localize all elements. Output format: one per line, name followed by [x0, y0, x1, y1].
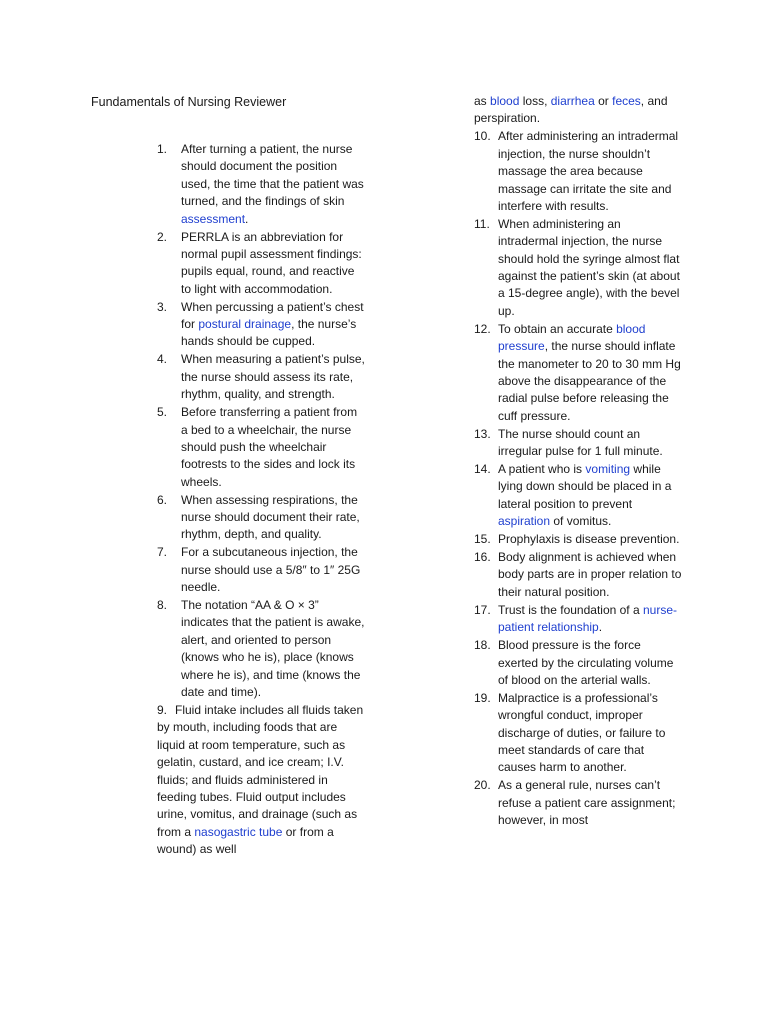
- list-item-number: 12.: [474, 321, 491, 336]
- list-item: [157, 299, 367, 351]
- list-item-text: [181, 230, 362, 296]
- list-item: [474, 128, 684, 215]
- list-item-number: 16.: [474, 550, 491, 565]
- left-column: [157, 141, 367, 859]
- list-item-text: [181, 598, 364, 699]
- text-run: After turning a patient, the nurse should document the position used, the time that the patient was turned, and the findings of skin: [181, 142, 364, 209]
- right-column: [474, 93, 684, 830]
- list-item: [157, 702, 367, 859]
- text-run: Prophylaxis is disease prevention.: [498, 532, 680, 547]
- list-item-number: 18.: [474, 638, 491, 653]
- list-item-text: [498, 427, 663, 458]
- list-item-number: 10.: [474, 129, 491, 144]
- list-item-number: 6.: [157, 492, 168, 507]
- text-run: Body alignment is achieved when body parts are in proper relation to their natural position.: [498, 550, 682, 599]
- list-item-number: 3.: [157, 299, 168, 314]
- list-item-text: [498, 778, 675, 827]
- list-item-text: [498, 217, 680, 318]
- list-item-number: 7.: [157, 545, 168, 560]
- text-run: while lying down should be placed in a lateral position to prevent: [498, 462, 672, 511]
- list-item-number: 20.: [474, 778, 491, 793]
- list-item-text: [181, 352, 365, 401]
- text-run: When administering an intradermal injection, the nurse should hold the syringe almost flat against the patient’s skin (at about a 15-degree angle), with the bevel up.: [498, 216, 680, 318]
- text-run: .: [245, 211, 249, 226]
- text-run: For a subcutaneous injection, the nurse should use a 5/8″ to 1″ 25G needle.: [181, 545, 361, 595]
- list-item-number: 9.: [157, 703, 168, 717]
- text-run: Trust is the foundation of a: [498, 602, 643, 617]
- text-run: When percussing a patient’s chest for: [181, 299, 364, 332]
- text-run: The notation “AA & O × 3” indicates that the patient is awake, alert, and oriented to person (knows who he is), place (knows where he is), and time (knows the date and time).: [181, 598, 365, 700]
- hyperlink[interactable]: blood pressure: [498, 321, 646, 354]
- list-item-number: 1.: [157, 142, 168, 156]
- list-item-text: [181, 300, 364, 349]
- list-item: [474, 637, 684, 689]
- list-item-text: [498, 691, 665, 775]
- list-item-number: 11.: [474, 216, 490, 231]
- text-run: PERRLA is an abbreviation for normal pupil assessment findings: pupils equal, round, and reactive to light with accommodation.: [181, 229, 362, 296]
- list-item: [474, 602, 684, 637]
- list-item-number: 2.: [157, 229, 168, 244]
- text-run: .: [598, 620, 603, 635]
- hyperlink[interactable]: vomiting: [585, 462, 631, 477]
- list-item-text: [498, 603, 677, 634]
- text-run: , the nurse’s hands should be cupped.: [181, 317, 357, 349]
- text-run: or from a wound) as well: [157, 824, 334, 857]
- list-item-text: [498, 532, 679, 546]
- list-item-text: [498, 462, 671, 528]
- list-item: [157, 229, 367, 299]
- list-item: [474, 321, 684, 425]
- list-item: [474, 426, 684, 461]
- text-run: Before transferring a patient from a bed to a wheelchair, the nurse should push the wheelchair footrests to the sides and lock its wheels.: [181, 405, 358, 489]
- list-item: [157, 544, 367, 596]
- list-item: [474, 216, 684, 320]
- hyperlink[interactable]: aspiration: [498, 514, 551, 529]
- list-item-number: 19.: [474, 690, 491, 705]
- text-run: When measuring a patient’s pulse, the nurse should assess its rate, rhythm, quality, and strength.: [181, 352, 365, 402]
- list-item-number: 8.: [157, 598, 168, 613]
- list-item: [157, 597, 367, 701]
- continued-paragraph: [474, 93, 684, 128]
- text-run: A patient who is: [498, 462, 586, 477]
- hyperlink[interactable]: feces: [612, 94, 641, 108]
- list-item-number: 4.: [157, 352, 168, 367]
- list-item: [474, 549, 684, 601]
- text-run: Blood pressure is the force exerted by the circulating volume of blood on the arterial walls.: [498, 638, 674, 687]
- hyperlink[interactable]: postural drainage: [198, 317, 292, 332]
- list-item-number: 14.: [474, 462, 491, 477]
- text-run: The nurse should count an irregular pulse for 1 full minute.: [498, 426, 663, 459]
- text-run: After administering an intradermal injection, the nurse shouldn’t massage the area because massage can irritate the site and interfere with results.: [498, 129, 679, 213]
- list-item-number: 5.: [157, 405, 168, 420]
- list-item-text: [498, 638, 673, 687]
- text-run: , the nurse should inflate the manometer to 20 to 30 mm Hg above the disappearance of the radial pulse before releasing the cuff pressure.: [498, 339, 681, 423]
- list-item-number: 17.: [474, 602, 491, 617]
- list-item-number: 15.: [474, 532, 491, 547]
- list-item-text: [498, 129, 678, 213]
- list-item: [157, 141, 367, 228]
- text-run: When assessing respirations, the nurse should document their rate, rhythm, depth, and quality.: [181, 492, 360, 542]
- list-item-text: [181, 405, 357, 489]
- text-run: , and perspiration.: [474, 94, 668, 126]
- hyperlink[interactable]: diarrhea: [550, 94, 595, 108]
- text-run: or: [594, 94, 613, 108]
- hyperlink[interactable]: assessment: [181, 211, 246, 226]
- text-run: To obtain an accurate: [498, 321, 617, 336]
- text-run: Malpractice is a professional’s wrongful conduct, improper discharge of duties, or failure to meet standards of care that causes harm to another.: [498, 690, 666, 775]
- list-item: [157, 404, 367, 491]
- text-run: of vomitus.: [550, 514, 612, 529]
- text-run: loss,: [519, 94, 551, 108]
- list-item-text: [181, 142, 364, 226]
- hyperlink[interactable]: nurse-patient relationship: [498, 602, 677, 635]
- page-title: Fundamentals of Nursing Reviewer: [91, 95, 287, 109]
- text-run: as: [474, 94, 491, 108]
- list-item-text: [498, 322, 681, 423]
- list-item-text: [181, 545, 360, 594]
- text-run: As a general rule, nurses can’t refuse a patient care assignment; however, in most: [498, 778, 676, 828]
- list-item: [474, 690, 684, 777]
- list-item-text: [181, 493, 360, 542]
- hyperlink[interactable]: nasogastric tube: [194, 824, 283, 839]
- text-run: Fluid intake includes all fluids taken by mouth, including foods that are liquid at room temperature, such as gelatin, custard, and ice cream; I.V. fluids; and fluids administered in feeding tubes. Fluid output includes urine, vomitus, and drainage (such as from a: [157, 703, 364, 839]
- list-item: [157, 492, 367, 544]
- list-item-text: [157, 703, 363, 856]
- hyperlink[interactable]: blood: [490, 94, 520, 108]
- list-item: [157, 351, 367, 403]
- list-item: [474, 777, 684, 829]
- list-item-number: 13.: [474, 426, 491, 441]
- list-item-text: [498, 550, 681, 599]
- list-item: [474, 531, 684, 548]
- list-item: [474, 461, 684, 531]
